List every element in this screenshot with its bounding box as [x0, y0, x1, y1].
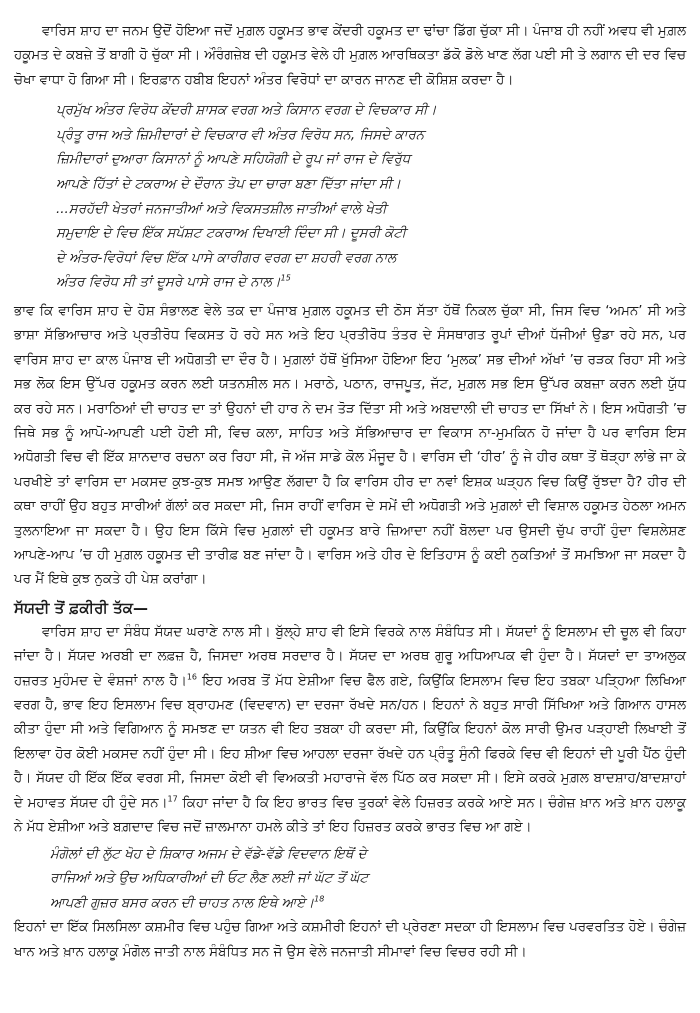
paragraph-text: ਵਾਰਿਸ ਸ਼ਾਹ ਦਾ ਸੰਬੰਧ ਸੱਯਦ ਘਰਾਣੇ ਨਾਲ ਸੀ। ਬੁੱਲ੍ਹੇ ਸ਼ਾਹ ਵੀ ਇਸੇ ਵਿਰਕੇ ਨਾਲ ਸੰਬੰਧਿਤ ਸੀ। ਸੱਯਦਾਂ ਨੂੰ ਇਸਲਾਮ ਦੀ ਚੂਲ ਵੀ ਕਿਹਾ ਜਾਂਦਾ ਹੈ। ਸੱਯਦ ਅਰਬੀ ਦਾ ਲਫ਼ਜ਼ ਹੈ, ਜਿਸਦਾ ਅਰਥ ਸਰਦਾਰ ਹੈ। ਸੱਯਦ ਦਾ ਅਰਥ ਗੁਰੂ ਅਧਿਆਪਕ ਵੀ ਹੁੰਦਾ ਹੈ। ਸੱਯਦਾਂ ਦਾ ਤਾਅਲੁਕ ਹਜ਼ਰਤ ਮੁਹੰਮਦ ਦੇ ਵੰਸ਼ਜਾਂ ਨਾਲ ਹੈ। [14, 624, 686, 689]
footnote-ref-15: 15 [280, 273, 291, 283]
paragraph-text: ਕਿਹਾ ਜਾਂਦਾ ਹੈ ਕਿ ਇਹ ਭਾਰਤ ਵਿਚ ਤੁਰਕਾਂ ਵੇਲੇ ਹਿਜ਼ਰਤ ਕਰਕੇ ਆਏ ਸਨ। ਚੰਗੇਜ਼ ਖ਼ਾਨ ਅਤੇ ਖ਼ਾਨ ਹਲਾਕੂ ਨੇ ਮੱਧ ਏਸ਼ੀਆ ਅਤੇ ਬਗ਼ਦਾਦ ਵਿਚ ਜਦੋਂ ਜ਼ਾਲਮਾਨਾ ਹਮਲੇ ਕੀਤੇ ਤਾਂ ਇਹ ਹਿਜ਼ਰਤ ਕਰਕੇ ਭਾਰਤ ਵਿਚ ਆ ਗਏ। [14, 795, 686, 836]
footnote-ref-18: 18 [314, 894, 325, 904]
footnote-ref-17: 17 [167, 794, 178, 804]
quote-line: ਮੰਗੋਲਾਂ ਦੀ ਲੁੱਟ ਖੋਹ ਦੇ ਸ਼ਿਕਾਰ ਅਜਮ ਦੇ ਵੱਡੇ-ਵੱਡੇ ਵਿਦਵਾਨ ਇਥੋਂ ਦੇ [50, 846, 367, 862]
paragraph-intro: ਵਾਰਿਸ ਸ਼ਾਹ ਦਾ ਜਨਮ ਉਦੋਂ ਹੋਇਆ ਜਦੋਂ ਮੁਗ਼ਲ ਹਕੂਮਤ ਭਾਵ ਕੇਂਦਰੀ ਹਕੂਮਤ ਦਾ ਢਾਂਚਾ ਡਿੱਗ ਚੁੱਕਾ ਸੀ। ਪੰਜਾਬ ਹੀ ਨਹੀਂ ਅਵਧ ਵੀ ਮੁਗ਼ਲ ਹਕੂਮਤ ਦੇ ਕਬਜ਼ੇ ਤੋਂ ਬਾਗੀ ਹੋ ਚੁੱਕਾ ਸੀ। ਔਰੰਗਜ਼ੇਬ ਦੀ ਹਕੂਮਤ ਵੇਲੇ ਹੀ ਮੁਗ਼ਲ ਆਰਥਿਕਤਾ ਡੱਕੋ ਡੋਲੇ ਖਾਣ ਲੱਗ ਪਈ ਸੀ ਤੇ ਲਗਾਨ ਦੀ ਦਰ ਵਿਚ ਚੋਖਾ ਵਾਧਾ ਹੋ ਗਿਆ ਸੀ। ਇਰਫ਼ਾਨ ਹਬੀਬ ਇਹਨਾਂ ਅੰਤਰ ਵਿਰੋਧਾਂ ਦਾ ਕਾਰਨ ਜਾਨਣ ਦੀ ਕੋਸ਼ਿਸ਼ ਕਰਦਾ ਹੈ। [14, 24, 686, 88]
quote-line: ...ਸਰਹੱਦੀ ਖੇਤਰਾਂ ਜਨਜਾਤੀਆਂ ਅਤੇ ਵਿਕਸਤਸ਼ੀਲ ਜਾਤੀਆਂ ਵਾਲੇ ਖੇਤੀ [56, 201, 387, 217]
quote-line: ਪ੍ਰੰਤੂ ਰਾਜ ਅਤੇ ਜ਼ਿਮੀਦਾਰਾਂ ਦੇ ਵਿਚਕਾਰ ਵੀ ਅੰਤਰ ਵਿਰੋਧ ਸਨ, ਜਿਸਦੇ ਕਾਰਨ [56, 127, 425, 143]
paragraph-sayyid [14, 621, 686, 841]
paragraph-kashmir: ਇਹਨਾਂ ਦਾ ਇੱਕ ਸਿਲਸਿਲਾ ਕਸ਼ਮੀਰ ਵਿਚ ਪਹੁੰਚ ਗਿਆ ਅਤੇ ਕਸ਼ਮੀਰੀ ਇਹਨਾਂ ਦੀ ਪ੍ਰੇਰਣਾ ਸਦਕਾ ਹੀ ਇਸਲਾਮ ਵਿਚ ਪਰਵਰਤਿਤ ਹੋਏ। ਚੰਗੇਜ਼ ਖਾਨ ਅਤੇ ਖ਼ਾਨ ਹਲਾਕੂ ਮੰਗੋਲ ਜਾਤੀ ਨਾਲ ਸੰਬੰਧਿਤ ਸਨ ਜੋ ਉਸ ਵੇਲੇ ਜਨਜਾਤੀ ਸੀਮਾਵਾਂ ਵਿਚ ਵਿਚਰ ਰਹੀ ਸੀ। [14, 920, 686, 960]
quote-line: ਦੇ ਅੰਤਰ-ਵਿਰੋਧਾਂ ਵਿਚ ਇੱਕ ਪਾਸੇ ਕਾਰੀਗਰ ਵਰਗ ਦਾ ਸ਼ਹਰੀ ਵਰਗ ਨਾਲ [56, 250, 397, 266]
quote-line: ਆਪਣੇ ਹਿੱਤਾਂ ਦੇ ਟਕਰਾਅ ਦੇ ਦੌਰਾਨ ਤੋਪ ਦਾ ਚਾਰਾ ਬਣਾ ਦਿੱਤਾ ਜਾਂਦਾ ਸੀ। [56, 177, 401, 192]
quote-line-text: ਆਪਣੀ ਗੁਜ਼ਰ ਬਸਰ ਕਰਨ ਦੀ ਚਾਹਤ ਨਾਲ ਇਥੇ ਆਏ। [50, 895, 315, 911]
paragraph-text: ਇਹ ਅਰਬ ਤੋਂ ਮੱਧ ਏਸ਼ੀਆ ਵਿਚ ਫੈਲ ਗਏ, ਕਿਉਂਕਿ ਇਸਲਾਮ ਵਿਚ ਇਹ ਤਬਕਾ ਪੜ੍ਹਿਆ ਲਿਖਿਆ ਵਰਗ ਹੈ, ਭਾਵ ਇਹ ਇਸਲਾਮ ਵਿਚ ਬ੍ਰਾਹਮਣ (ਵਿਦਵਾਨ) ਦਾ ਦਰਜਾ ਰੱਖਦੇ ਸਨ/ਹਨ। ਇਹਨਾਂ ਨੇ ਬਹੁਤ ਸਾਰੀ ਸਿੱਖਿਆ ਅਤੇ ਗਿਆਨ ਹਾਸਲ ਕੀਤਾ ਹੁੰਦਾ ਸੀ ਅਤੇ ਵਿਗਿਆਨ ਨੂੰ ਸਮਝਣ ਦਾ ਯਤਨ ਵੀ ਇਹ ਤਬਕਾ ਹੀ ਕਰਦਾ ਸੀ, ਕਿਉਂਕਿ ਇਹਨਾਂ ਕੋਲ ਸਾਰੀ ਉਮਰ ਪੜ੍ਹਾਈ ਲਿਖਾਈ ਤੋਂ ਇਲਾਵਾ ਹੋਰ ਕੋਈ ਮਕਸਦ ਨਹੀਂ ਹੁੰਦਾ ਸੀ। ਇਹ ਸ਼ੀਆ ਵਿਚ ਆਹਲਾ ਦਰਜਾ ਰੱਖਦੇ ਹਨ ਪ੍ਰੰਤੂ ਸੁੰਨੀ ਫਿਰਕੇ ਵਿਚ ਵੀ ਇਹਨਾਂ ਦੀ ਪੂਰੀ ਪੈਂਠ ਹੁੰਦੀ ਹੈ। ਸੱਯਦ ਹੀ ਇੱਕ ਇੱਕ ਵਰਗ ਸੀ, ਜਿਸਦਾ ਕੋਈ ਵੀ ਵਿਅਕਤੀ ਮਹਾਰਾਜੇ ਵੱਲ ਪਿੱਠ ਕਰ ਸਕਦਾ ਸੀ। ਇਸੇ ਕਰਕੇ ਮੁਗ਼ਲ ਬਾਦਸ਼ਾਹ/ਬਾਦਸ਼ਾਹਾਂ ਦੇ ਮਹਾਵਤ ਸੱਯਦ ਹੀ ਹੁੰਦੇ ਸਨ। [14, 673, 686, 811]
quote-line-text: ਅੰਤਰ ਵਿਰੋਧ ਸੀ ਤਾਂ ਦੂਸਰੇ ਪਾਸੇ ਰਾਜ ਦੇ ਨਾਲ। [56, 275, 281, 291]
section-heading: ਸੱਯਦੀ ਤੋਂ ਫ਼ਕੀਰੀ ਤੱਕ— [14, 598, 148, 617]
quote-line: ਜ਼ਿਮੀਦਾਰਾਂ ਦੁਆਰਾ ਕਿਸਾਨਾਂ ਨੂੰ ਆਪਣੇ ਸਹਿਯੋਗੀ ਦੇ ਰੂਪ ਜਾਂ ਰਾਜ ਦੇ ਵਿਰੁੱਧ [56, 152, 411, 168]
paragraph-analysis: ਭਾਵ ਕਿ ਵਾਰਿਸ ਸ਼ਾਹ ਦੇ ਹੋਸ਼ ਸੰਭਾਲਣ ਵੇਲੇ ਤਕ ਦਾ ਪੰਜਾਬ ਮੁਗ਼ਲ ਹਕੂਮਤ ਦੀ ਠੋਸ ਸੱਤਾ ਹੱਥੋਂ ਨਿਕਲ ਚੁੱਕਾ ਸੀ, ਜਿਸ ਵਿਚ ‘ਅਮਨ’ ਸੀ ਅਤੇ ਭਾਸ਼ਾ ਸੱਭਿਆਚਾਰ ਅਤੇ ਪ੍ਰਤੀਰੋਧ ਵਿਕਸਤ ਹੋ ਰਹੇ ਸਨ ਅਤੇ ਇਹ ਪ੍ਰਤੀਰੋਧ ਤੰਤਰ ਦੇ ਸੰਸਥਾਗਤ ਰੂਪਾਂ ਦੀਆਂ ਧੱਜੀਆਂ ਉਡਾ ਰਹੇ ਸਨ, ਪਰ ਵਾਰਿਸ ਸ਼ਾਹ ਦਾ ਕਾਲ ਪੰਜਾਬ ਦੀ ਅਧੋਗਤੀ ਦਾ ਦੌਰ ਹੈ। ਮੁਗ਼ਲਾਂ ਹੱਥੋਂ ਖੁੱਸਿਆ ਹੋਇਆ ਇਹ ‘ਮੁਲਕ’ ਸਭ ਦੀਆਂ ਅੱਖਾਂ ’ਚ ਰੜਕ ਰਿਹਾ ਸੀ ਅਤੇ ਸਭ ਲੋਕ ਇਸ ਉੱਪਰ ਹਕੂਮਤ ਕਰਨ ਲਈ ਯਤਨਸ਼ੀਲ ਸਨ। ਮਰਾਠੇ, ਪਠਾਨ, ਰਾਜਪੂਤ, ਜੱਟ, ਮੁਗ਼ਲ ਸਭ ਇਸ ਉੱਪਰ ਕਬਜ਼ਾ ਕਰਨ ਲਈ ਯੁੱਧ ਕਰ ਰਹੇ ਸਨ। ਮਰਾਠਿਆਂ ਦੀ ਚਾਹਤ ਦਾ ਤਾਂ ਉਹਨਾਂ ਦੀ ਹਾਰ ਨੇ ਦਮ ਤੋੜ ਦਿੱਤਾ ਸੀ ਅਤੇ ਅਬਦਾਲੀ ਦੀ ਚਾਹਤ ਦਾ ਸਿੱਖਾਂ ਨੇ। ਇਸ ਅਧੋਗਤੀ ’ਚ ਜਿਥੇ ਸਭ ਨੂੰ ਆਪੋ-ਆਪਣੀ ਪਈ ਹੋਈ ਸੀ, ਵਿਚ ਕਲਾ, ਸਾਹਿਤ ਅਤੇ ਸੱਭਿਆਚਾਰ ਦਾ ਵਿਕਾਸ ਨਾ-ਮੁਮਕਿਨ ਹੋ ਜਾਂਦਾ ਹੈ ਪਰ ਵਾਰਿਸ ਇਸ ਅਧੋਗਤੀ ਵਿਚ ਵੀ ਇੱਕ ਸ਼ਾਨਦਾਰ ਰਚਨਾ ਕਰ ਰਿਹਾ ਸੀ, ਜੋ ਅੱਜ ਸਾਡੇ ਕੋਲ ਮੌਜੂਦ ਹੈ। ਵਾਰਿਸ ਦੀ ‘ਹੀਰ’ ਨੂੰ ਜੇ ਹੀਰ ਕਥਾ ਤੋਂ ਥੋੜ੍ਹਾ ਲਾਂਭੇ ਜਾ ਕੇ ਪਰਖੀਏ ਤਾਂ ਵਾਰਿਸ ਦਾ ਮਕਸਦ ਕੁਝ-ਕੁਝ ਸਮਝ ਆਉਣ ਲੱਗਦਾ ਹੈ ਕਿ ਵਾਰਿਸ ਹੀਰ ਦਾ ਨਵਾਂ ਇਸ਼ਕ ਘੜ੍ਹਨ ਵਿਚ ਕਿਉਂ ਰੁੱਝਦਾ ਹੈ? ਹੀਰ ਦੀ ਕਥਾ ਰਾਹੀਂ ਉਹ ਬਹੁਤ ਸਾਰੀਆਂ ਗੱਲਾਂ ਕਰ ਸਕਦਾ ਸੀ, ਜਿਸ ਰਾਹੀਂ ਵਾਰਿਸ ਦੇ ਸਮੇਂ ਦੀ ਅਧੋਗਤੀ ਅਤੇ ਮੁਗ਼ਲਾਂ ਦੀ ਵਿਸ਼ਾਲ ਹਕੂਮਤ ਹੇਠਲਾ ਅਮਨ ਤੁਲਨਾਇਆ ਜਾ ਸਕਦਾ ਹੈ। ਉਹ ਇਸ ਕਿੱਸੇ ਵਿਚ ਮੁਗ਼ਲਾਂ ਦੀ ਹਕੂਮਤ ਬਾਰੇ ਜ਼ਿਆਦਾ ਨਹੀਂ ਬੋਲਦਾ ਪਰ ਉਸਦੀ ਚੁੱਪ ਰਾਹੀਂ ਹੁੰਦਾ ਵਿਸ਼ਲੇਸ਼ਣ ਆਪਣੇ-ਆਪ ’ਚ ਹੀ ਮੁਗ਼ਲ ਹਕੂਮਤ ਦੀ ਤਾਰੀਫ਼ ਬਣ ਜਾਂਦਾ ਹੈ। ਵਾਰਿਸ ਅਤੇ ਹੀਰ ਦੇ ਇਤਿਹਾਸ ਨੂੰ ਕਈ ਨੁਕਤਿਆਂ ਤੋਂ ਸਮਝਿਆ ਜਾ ਸਕਦਾ ਹੈ ਪਰ ਮੈਂ ਇਥੇ ਕੁਝ ਨੁਕਤੇ ਹੀ ਪੇਸ਼ ਕਰਾਂਗਾ। [14, 303, 686, 588]
quote-line-last [56, 271, 686, 296]
quote-line-last [50, 892, 686, 917]
quote-line: ਸਮੁਦਾਇ ਦੇ ਵਿਚ ਇੱਕ ਸਪੱਸ਼ਟ ਟਕਰਾਅ ਦਿਖਾਈ ਦਿੰਦਾ ਸੀ। ਦੂਸਰੀ ਕੋਟੀ [56, 226, 407, 242]
block-quote-habib [14, 99, 686, 296]
quote-line: ਪ੍ਰਮੁੱਖ ਅੰਤਰ ਵਿਰੋਧ ਕੇਂਦਰੀ ਸ਼ਾਸਕ ਵਰਗ ਅਤੇ ਕਿਸਾਨ ਵਰਗ ਦੇ ਵਿਚਕਾਰ ਸੀ। [56, 103, 437, 119]
footnote-ref-16: 16 [186, 672, 197, 682]
block-quote-mongols [14, 843, 686, 917]
quote-line: ਰਾਜਿਆਂ ਅਤੇ ਉਚ ਅਧਿਕਾਰੀਆਂ ਦੀ ਓਟ ਲੈਣ ਲਈ ਜਾਂ ਘੱਟ ਤੋਂ ਘੱਟ [50, 871, 369, 887]
